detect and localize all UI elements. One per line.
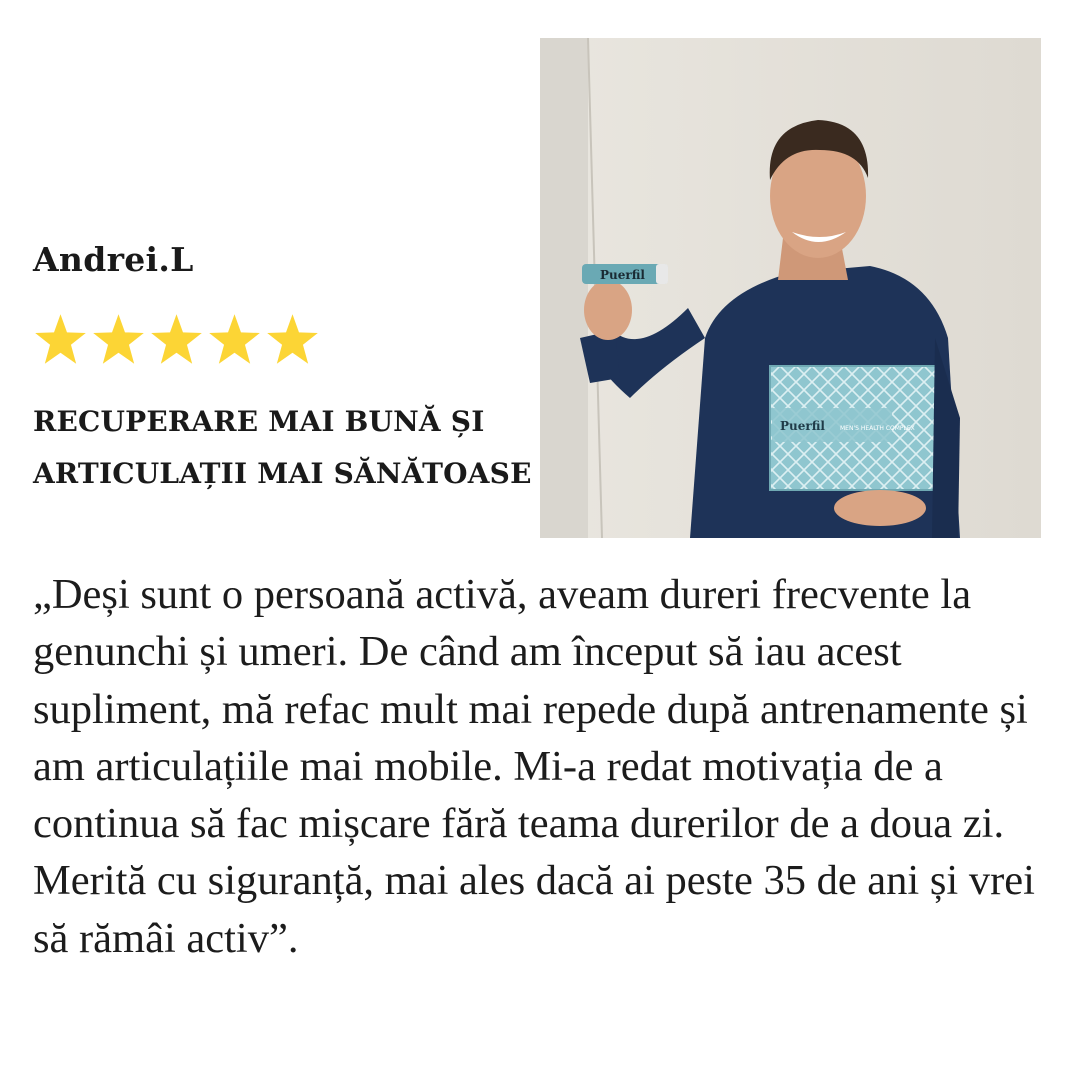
star-shape (267, 314, 318, 364)
star-icon (207, 312, 262, 367)
star-icon (265, 312, 320, 367)
box-brand: Puerfil (780, 419, 825, 433)
star-shape (35, 314, 86, 364)
star-icon (91, 312, 146, 367)
star-shape (151, 314, 202, 364)
star-shape (93, 314, 144, 364)
review-quote: „Deși sunt o persoană activă, aveam dureri frecvente la genunchi și umeri. De când am început să iau acest supliment, mă refac mult mai repede după antrenamente și am articulațiile mai mobile. Mi-a redat motivația de a continua să fac mișcare fără teama durerilor de a doua zi. Merită cu siguranță, mai ales dacă ai peste 35 de ani și vrei să rămâi activ”. (33, 571, 1035, 962)
star-rating (33, 312, 320, 367)
tube-brand: Puerfil (600, 268, 645, 282)
star-shape (209, 314, 260, 364)
star-icon (149, 312, 204, 367)
customer-photo (540, 38, 1041, 538)
star-icon (33, 312, 88, 367)
customer-photo-illustration (540, 38, 1041, 538)
box-label: MEN'S HEALTH COMPLEX (840, 425, 915, 432)
reviewer-name: Andrei.L (33, 240, 194, 279)
review-headline: RECUPERARE MAI BUNĂ ȘI ARTICULAȚII MAI SĂNĂTOASE (33, 405, 532, 490)
